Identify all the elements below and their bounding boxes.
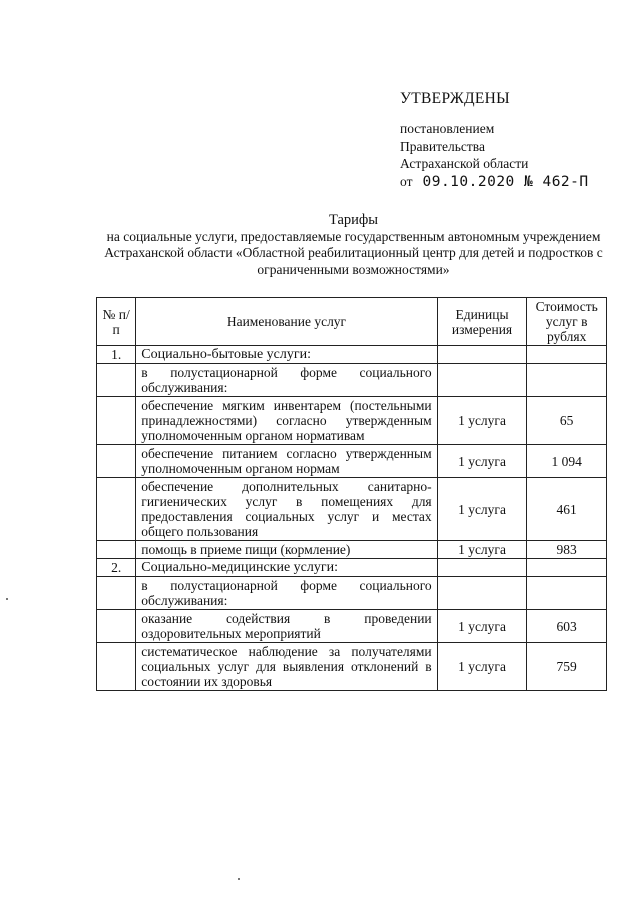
header-num: № п/п [97,298,136,346]
table-row [97,364,607,397]
table-row [97,643,607,691]
cell-name: систематическое наблюдение за получателями социальных услуг для выявления отклонений в состоянии их здоровья [136,643,437,691]
cell-name: Социально-бытовые услуги: [136,346,437,364]
table-row [97,397,607,445]
table-row [97,445,607,478]
cell-num [97,610,136,643]
cell-num: 2. [97,559,136,577]
table-header-row [97,298,607,346]
table-row [97,610,607,643]
cell-price: 65 [527,397,607,445]
cell-num [97,397,136,445]
header-name: Наименование услуг [136,298,437,346]
decree-line: Астраханской области [400,156,529,171]
scan-speck [6,598,8,600]
cell-name: обеспечение питанием согласно утвержденным уполномоченным органом нормам [136,445,437,478]
cell-unit: 1 услуга [437,610,527,643]
cell-unit: 1 услуга [437,397,527,445]
cell-unit: 1 услуга [437,478,527,541]
header-unit: Единицы измерения [437,298,527,346]
cell-name: Социально-медицинские услуги: [136,559,437,577]
cell-name: обеспечение дополнительных санитарно-гигиенических услуг в помещениях для предоставления социальных услуг и местах общего пользования [136,478,437,541]
decree-line: Правительства [400,138,485,154]
decree-date-line [400,173,589,192]
decree-date-number: 09.10.2020 № 462-П [422,173,589,190]
table-row [97,478,607,541]
document-title [96,212,611,278]
table-row [97,346,607,364]
title-subtitle: на социальные услуги, предоставляемые государственным автономным учреждением Астраханской области «Областной реабилитационный центр для детей и подростков с ограниченными возможностями» [104,228,603,277]
cell-price [527,577,607,610]
decree-block [400,120,589,191]
cell-unit: 1 услуга [437,541,527,559]
date-prefix: от [400,173,413,189]
cell-price: 759 [527,643,607,691]
cell-unit [437,559,527,577]
cell-name: оказание содействия в проведении оздоровительных мероприятий [136,610,437,643]
cell-num [97,643,136,691]
approval-heading: УТВЕРЖДЕНЫ [400,90,510,107]
cell-unit [437,364,527,397]
table-row [97,577,607,610]
cell-name: помощь в приеме пищи (кормление) [136,541,437,559]
cell-price: 461 [527,478,607,541]
cell-unit [437,577,527,610]
cell-unit: 1 услуга [437,445,527,478]
scan-speck [238,878,240,880]
cell-price [527,346,607,364]
cell-price [527,559,607,577]
tariffs-table [96,297,607,691]
cell-price [527,364,607,397]
cell-price: 983 [527,541,607,559]
cell-num: 1. [97,346,136,364]
cell-num [97,541,136,559]
cell-price: 1 094 [527,445,607,478]
cell-name: обеспечение мягким инвентарем (постельными принадлежностями) согласно утвержденным уполномоченным органом нормативам [136,397,437,445]
header-price: Стоимость услуг в рублях [527,298,607,346]
cell-unit [437,346,527,364]
cell-num [97,445,136,478]
cell-unit: 1 услуга [437,643,527,691]
cell-price: 603 [527,610,607,643]
cell-name: в полустационарной форме социального обслуживания: [136,577,437,610]
cell-num [97,577,136,610]
cell-name: в полустационарной форме социального обслуживания: [136,364,437,397]
table-row [97,541,607,559]
cell-num [97,364,136,397]
table-row [97,559,607,577]
title-heading: Тарифы [328,212,379,228]
decree-line: постановлением [400,121,495,136]
cell-num [97,478,136,541]
